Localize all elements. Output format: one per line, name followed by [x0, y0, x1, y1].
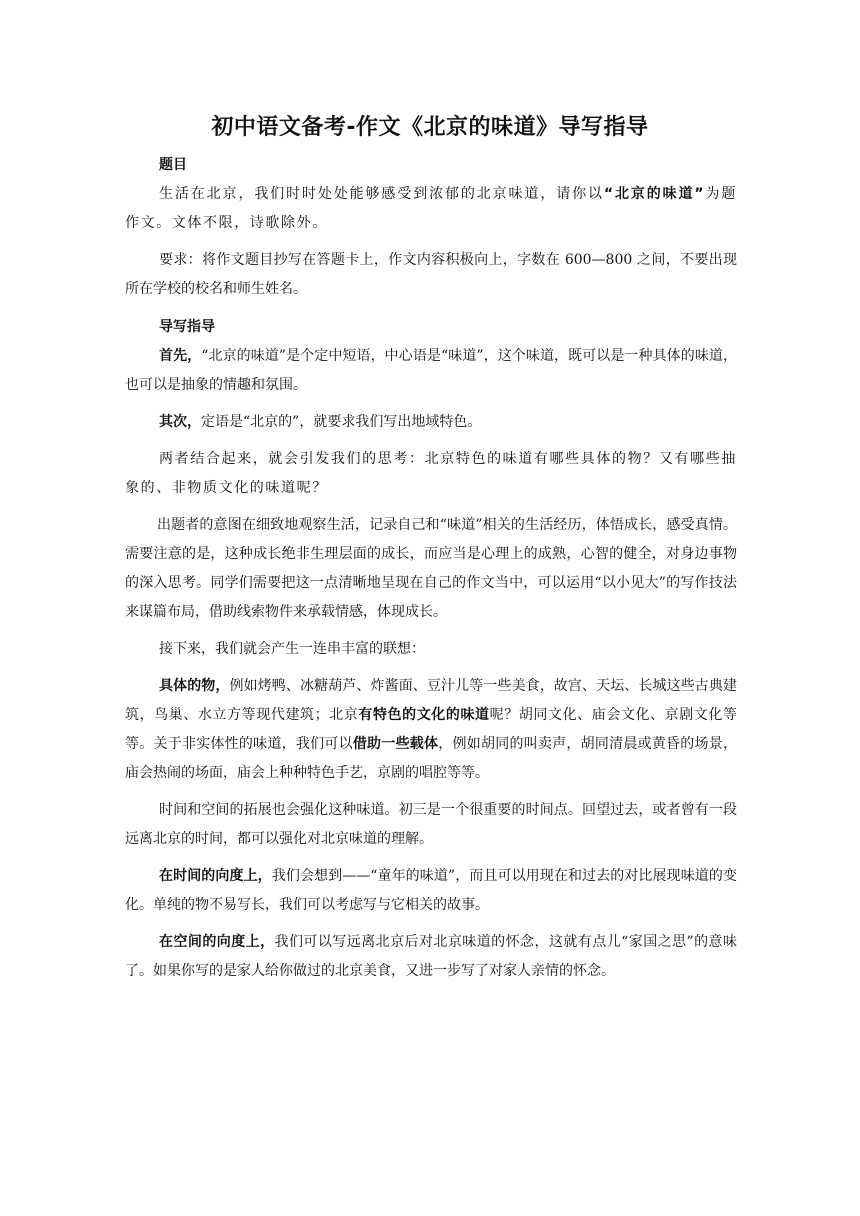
- second-text: 定语是“北京的”，就要求我们写出地域特色。: [201, 414, 482, 430]
- topic-text-a: 生活在北京，我们时时处处能够感受到浓郁的北京味道，请你以: [159, 186, 604, 202]
- second-paragraph: [125, 408, 737, 437]
- heading-topic: 题目: [159, 157, 187, 173]
- time-space-paragraph: 时间和空间的拓展也会强化这种味道。初三是一个很重要的时间点。回望过去，或者曾有一段远离北京的时间，都可以强化对北京味道的理解。: [125, 802, 737, 847]
- first-paragraph: [125, 342, 737, 400]
- combine-paragraph: 两者结合起来，就会引发我们的思考：北京特色的味道有哪些具体的物？又有哪些抽象的、非物质文化的味道呢？: [125, 451, 737, 496]
- time-dimension-text: 我们会想到——“童年的味道”，而且可以用现在和过去的对比展现味道的变化。单纯的物不易写长，我们可以考虑写与它相关的故事。: [125, 868, 737, 913]
- topic-paragraph: [125, 180, 737, 238]
- time-dimension-paragraph: [125, 862, 737, 920]
- requirement-paragraph: 要求：将作文题目抄写在答题卡上，作文内容积极向上，字数在 600—800 之间，不要出现所在学校的校名和师生姓名。: [125, 252, 737, 297]
- concrete-bold-1: 具体的物，: [159, 678, 230, 694]
- intent-paragraph: 出题者的意图在细致地观察生活，记录自己和“味道”相关的生活经历，体悟成长，感受真情。需要注意的是，这种成长绝非生理层面的成长，而应当是心理上的成熟，心智的健全，对身边事物的深入思考。同学们需要把这一点清晰地呈现在自己的作文当中，可以运用“以小见大”的写作技法来谋篇布局，借助线索物件来承载情感，体现成长。: [125, 517, 737, 620]
- topic-text-b: 为题作文。文体不限，诗歌除外。: [125, 186, 737, 231]
- space-dimension-bold: 在空间的向度上，: [159, 934, 275, 950]
- next-paragraph: 接下来，我们就会产生一连串丰富的联想：: [159, 641, 425, 657]
- concrete-bold-2: 有特色的文化的味道: [358, 707, 490, 723]
- topic-bold-title: “北京的味道”: [603, 186, 706, 202]
- document-title: 初中语文备考-作文《北京的味道》导写指导: [211, 115, 649, 140]
- concrete-text-3: ，例如胡同的叫卖声，胡同清晨或黄昏的场景，庙会热闹的场面，庙会上种种特色手艺，京剧的唱腔等等。: [125, 736, 738, 781]
- concrete-text-1: 例如烤鸭、冰糖葫芦、炸酱面、豆汁儿等一些美食，故宫、天坛、长城这些古典建筑，鸟巢、水立方等现代建筑；北京: [125, 678, 737, 723]
- concrete-bold-3: 借助一些载体: [352, 736, 439, 752]
- space-dimension-paragraph: [125, 928, 737, 986]
- heading-guide: 导写指导: [159, 319, 215, 335]
- first-text: “北京的味道”是个定中短语，中心语是“味道”，这个味道，既可以是一种具体的味道，也可以是抽象的情趣和氛围。: [125, 348, 737, 393]
- space-dimension-text: 我们可以写远离北京后对北京味道的怀念，这就有点儿“家国之思”的意味了。如果你写的是家人给你做过的北京美食，又进一步写了对家人亲情的怀念。: [125, 934, 737, 979]
- first-bold: 首先，: [159, 348, 202, 364]
- time-dimension-bold: 在时间的向度上，: [159, 868, 272, 884]
- concrete-text-2: 呢？胡同文化、庙会文化、京剧文化等等。关于非实体性的味道，我们可以: [125, 707, 738, 752]
- concrete-paragraph: [125, 672, 737, 788]
- document-body: [125, 150, 737, 994]
- second-bold: 其次，: [159, 414, 201, 430]
